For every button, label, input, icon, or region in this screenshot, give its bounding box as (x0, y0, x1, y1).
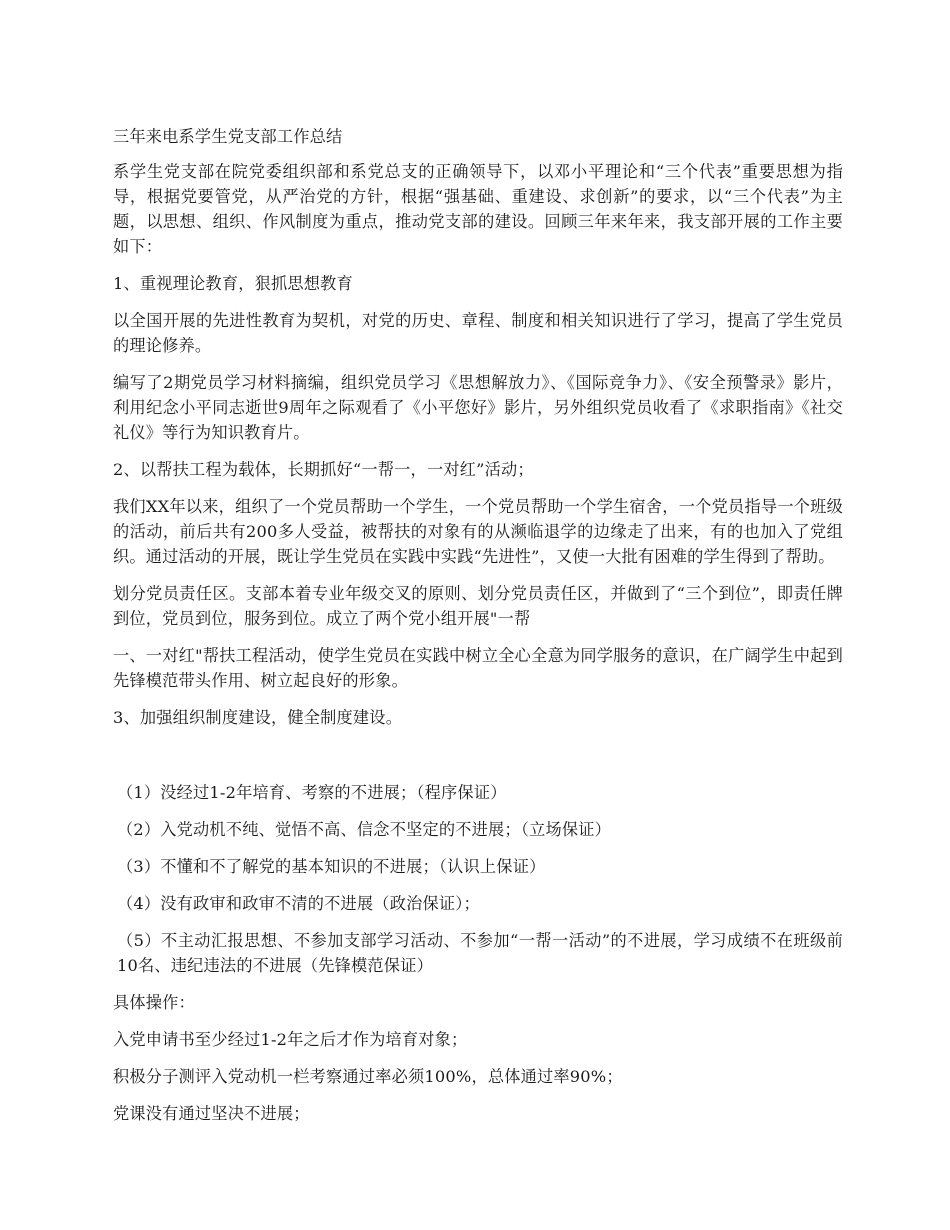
paragraph: 划分党员责任区。支部本着专业年级交叉的原则、划分党员责任区，并做到了“三个到位”，即责任牌到位，党员到位，服务到位。成立了两个党小组开展"一帮 (113, 584, 843, 628)
paragraph: 具体操作： (113, 993, 195, 1012)
list-item: （1）没经过1-2年培育、考察的不进展；（程序保证） (117, 783, 507, 802)
list-item: （3）不懂和不了解党的基本知识的不进展；（认识上保证） (117, 857, 546, 876)
list-item: （4）没有政审和政审不清的不进展（政治保证）； (117, 894, 480, 913)
paragraph: 以全国开展的先进性教育为契机，对党的历史、章程、制度和相关知识进行了学习，提高了学生党员的理论修养。 (113, 311, 843, 355)
section-heading: 2、以帮扶工程为载体，长期抓好“一帮一，一对红”活动； (113, 460, 534, 479)
section-heading: 3、加强组织制度建设，健全制度建设。 (113, 708, 403, 727)
list-item: （2）入党动机不纯、觉悟不高、信念不坚定的不进展；（立场保证） (117, 820, 612, 839)
document-page (113, 124, 843, 1138)
paragraph: 编写了2期党员学习材料摘编，组织党员学习《思想解放力》、《国际竞争力》、《安全预警录》影片，利用纪念小平同志逝世9周年之际观看了《小平您好》影片，另外组织党员收看了《求职指南》《社交礼仪》等行为知识教育片。 (113, 373, 843, 442)
paragraph: 积极分子测评入党动机一栏考察通过率必须100%，总体通过率90%； (113, 1067, 623, 1086)
list-item: （5）不主动汇报思想、不参加支部学习活动、不参加“一帮一活动”的不进展，学习成绩不在班级前10名、违纪违法的不进展（先锋模范保证） (117, 931, 843, 975)
paragraph: 党课没有通过坚决不进展； (113, 1104, 310, 1123)
document-title: 三年来电系学生党支部工作总结 (113, 127, 343, 146)
paragraph: 入党申请书至少经过1-2年之后才作为培育对象； (113, 1030, 468, 1049)
paragraph: 系学生党支部在院党委组织部和系党总支的正确领导下，以邓小平理论和“三个代表”重要思想为指导，根据党要管党，从严治党的方针，根据“强基础、重建设、求创新”的要求，以“三个代表”为主题，以思想、组织、作风制度为重点，推动党支部的建设。回顾三年来年来，我支部开展的工作主要如下： (113, 162, 843, 256)
paragraph: 一、一对红"帮扶工程活动，使学生党员在实践中树立全心全意为同学服务的意识，在广阔学生中起到先锋模范带头作用、树立起良好的形象。 (113, 646, 843, 690)
paragraph: 我们XX年以来，组织了一个党员帮助一个学生，一个党员帮助一个学生宿舍，一个党员指导一个班级的活动，前后共有200多人受益，被帮扶的对象有的从濒临退学的边缘走了出来，有的也加入了党组织。通过活动的开展，既让学生党员在实践中实践“先进性”，又使一大批有困难的学生得到了帮助。 (113, 497, 843, 566)
blank-space (113, 742, 843, 780)
section-heading: 1、重视理论教育，狠抓思想教育 (113, 274, 353, 293)
